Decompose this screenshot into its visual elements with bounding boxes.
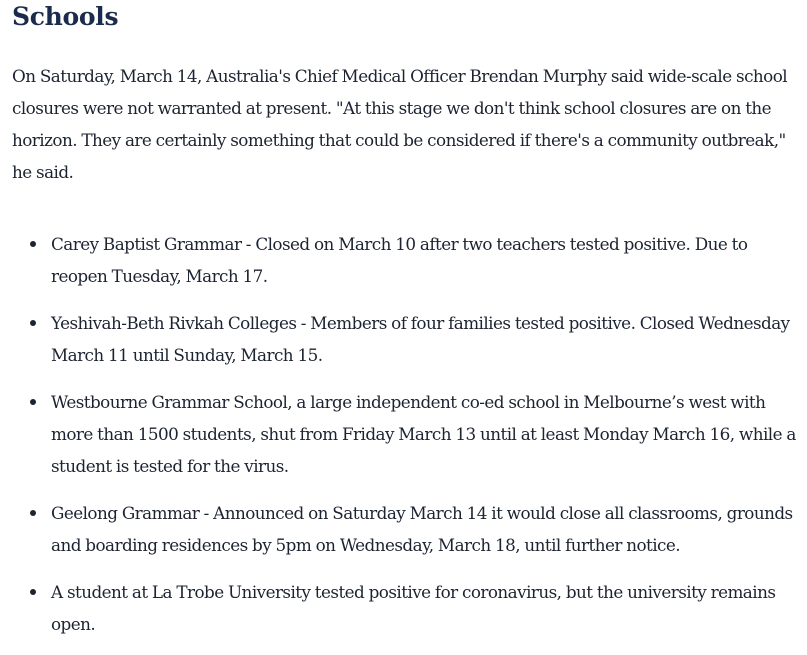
- bullet-icon: [30, 589, 36, 595]
- list-item: [51, 386, 802, 482]
- bullet-icon: [30, 399, 36, 405]
- section-heading: Schools: [12, 2, 119, 31]
- list-item-text: Geelong Grammar - Announced on Saturday March 14 it would close all classrooms, grounds and boarding residences by 5pm on Wednesday, March 18, until further notice.: [51, 503, 793, 555]
- intro-paragraph: On Saturday, March 14, Australia's Chief Medical Officer Brendan Murphy said wide-scale school closures were not warranted at present. "At this stage we don't think school closures are on the horizon. They are certainly something that could be considered if there's a community outbreak," he said.: [12, 66, 788, 182]
- list-item: [51, 576, 802, 640]
- bullet-icon: [30, 510, 36, 516]
- list-item-text: Carey Baptist Grammar - Closed on March 10 after two teachers tested positive. Due to reopen Tuesday, March 17.: [51, 234, 748, 286]
- bullet-icon: [30, 320, 36, 326]
- list-item: [51, 497, 802, 561]
- list-item-text: Yeshivah-Beth Rivkah Colleges - Members of four families tested positive. Closed Wednesday March 11 until Sunday, March 15.: [51, 313, 790, 365]
- list-item-text: Westbourne Grammar School, a large independent co-ed school in Melbourne’s west with more than 1500 students, shut from Friday March 13 until at least Monday March 16, while a student is tested for the virus.: [51, 392, 796, 476]
- article-section: [12, 0, 802, 655]
- list-item: [51, 228, 802, 292]
- list-item: [51, 307, 802, 371]
- school-closures-list: [12, 228, 802, 640]
- bullet-icon: [30, 241, 36, 247]
- list-item-text: A student at La Trobe University tested positive for coronavirus, but the university remains open.: [51, 582, 776, 634]
